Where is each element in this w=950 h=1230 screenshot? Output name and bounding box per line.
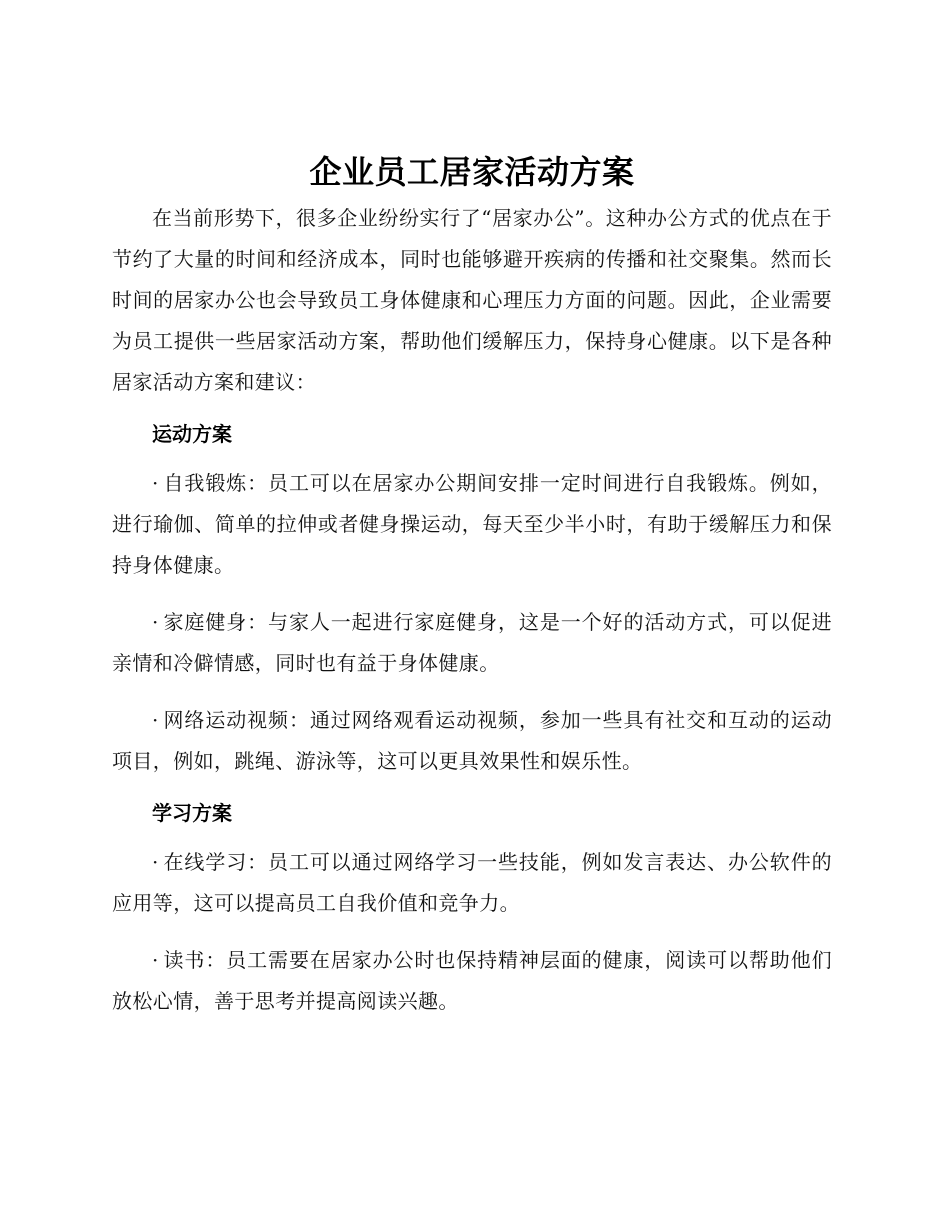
item-label: 自我锻炼： [163,471,269,495]
item-label: 在线学习： [163,850,269,874]
item-label: 家庭健身： [163,610,269,634]
document-page [112,148,832,1022]
item-text: 员工可以在居家办公期间安排一定时间进行自我锻炼。例如，进行瑜伽、简单的拉伸或者健身操运动，每天至少半小时，有助于缓解压力和保持身体健康。 [112,471,832,577]
item-label: 网络运动视频： [163,708,310,732]
bullet-icon: · [152,610,159,634]
bullet-icon: · [152,850,159,874]
list-item [112,700,832,782]
section-heading: 运动方案 [152,422,232,446]
document-title: 企业员工居家活动方案 [309,153,635,191]
intro-paragraph: 在当前形势下，很多企业纷纷实行了“居家办公”。这种办公方式的优点在于节约了大量的时间和经济成本，同时也能够避开疾病的传播和社交聚集。然而长时间的居家办公也会导致员工身体健康和心理压力方面的问题。因此，企业需要为员工提供一些居家活动方案，帮助他们缓解压力，保持身心健康。以下是各种居家活动方案和建议： [112,206,832,394]
section-study-plan [112,800,832,1022]
list-item [112,463,832,586]
bullet-icon: · [152,948,159,972]
bullet-icon: · [152,471,159,495]
bullet-icon: · [152,708,159,732]
list-item [112,602,832,684]
item-text: 通过网络观看运动视频，参加一些具有社交和互动的运动项目，例如，跳绳、游泳等，这可以更具效果性和娱乐性。 [112,708,832,773]
item-text: 与家人一起进行家庭健身，这是一个好的活动方式，可以促进亲情和冷僻情感，同时也有益于身体健康。 [112,610,832,675]
item-text: 员工需要在居家办公时也保持精神层面的健康，阅读可以帮助他们放松心情，善于思考并提高阅读兴趣。 [112,948,832,1013]
item-label: 读书： [163,948,227,972]
item-text: 员工可以通过网络学习一些技能，例如发言表达、办公软件的应用等，这可以提高员工自我价值和竞争力。 [112,850,832,915]
section-heading: 学习方案 [152,801,232,825]
section-exercise-plan [112,421,832,782]
list-item [112,842,832,924]
list-item [112,940,832,1022]
